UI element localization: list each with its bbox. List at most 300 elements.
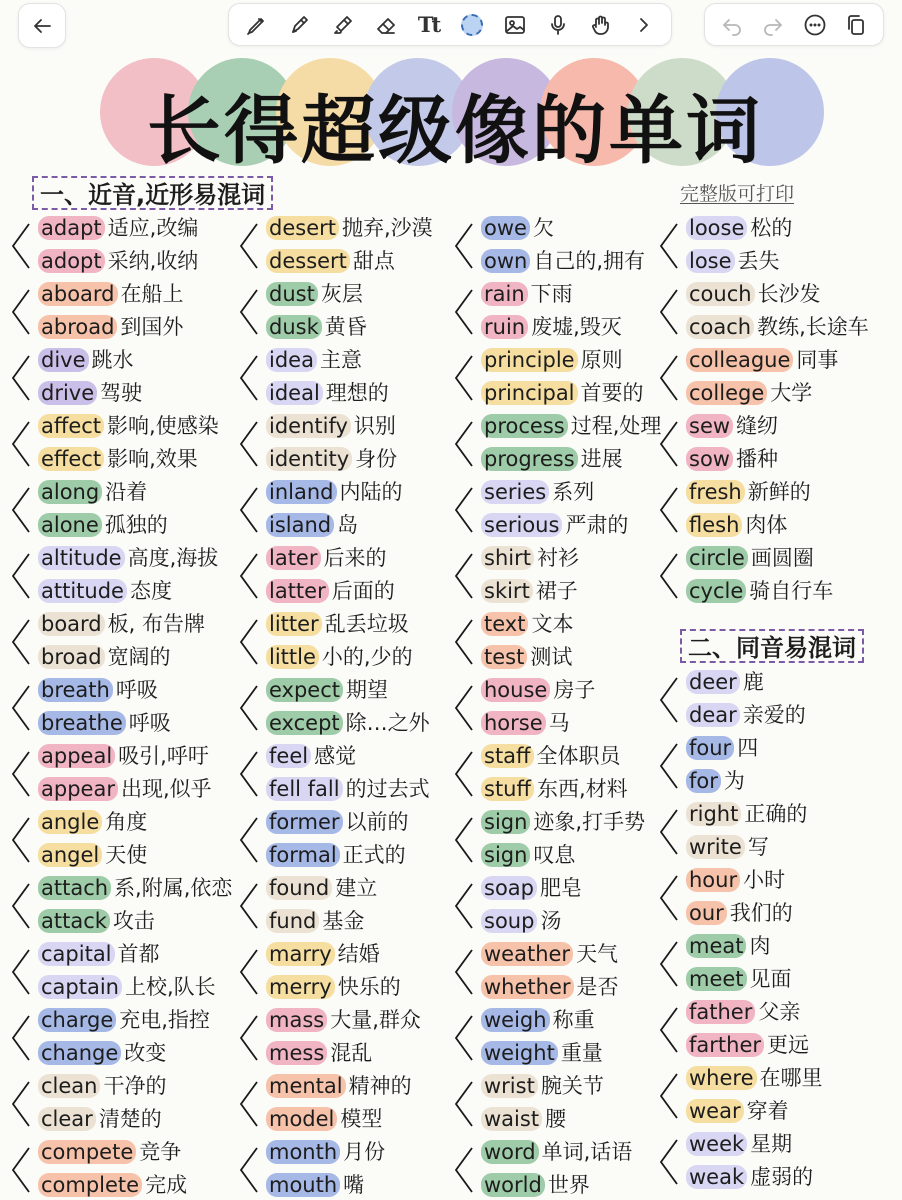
word-pair-item xyxy=(266,644,413,670)
chinese-meaning: 父亲 xyxy=(758,1000,801,1024)
english-word: house xyxy=(481,678,550,702)
word-pair-item xyxy=(686,314,869,340)
chinese-meaning: 到国外 xyxy=(120,315,184,339)
word-pair-item xyxy=(481,611,573,637)
chinese-meaning: 肉体 xyxy=(745,513,788,537)
pair-bracket-icon xyxy=(453,221,475,271)
chinese-meaning: 同事 xyxy=(796,348,839,372)
word-pair-item xyxy=(686,933,770,959)
pair-bracket-icon xyxy=(453,551,475,601)
chinese-meaning: 后面的 xyxy=(331,579,395,603)
microphone-icon[interactable] xyxy=(543,10,573,40)
chinese-meaning: 欠 xyxy=(532,216,554,240)
chinese-meaning: 在哪里 xyxy=(759,1066,823,1090)
pair-bracket-icon xyxy=(453,617,475,667)
chinese-meaning: 原则 xyxy=(580,348,623,372)
word-pair-item xyxy=(686,900,793,926)
english-word: fund xyxy=(266,909,319,933)
chinese-meaning: 我们的 xyxy=(729,901,793,925)
chinese-meaning: 东西,材料 xyxy=(536,777,628,801)
english-word: effect xyxy=(38,447,104,471)
pair-bracket-icon xyxy=(10,947,32,997)
pair-bracket-icon xyxy=(658,741,680,791)
pair-bracket-icon xyxy=(10,749,32,799)
english-word: drive xyxy=(38,381,97,405)
chinese-meaning: 攻击 xyxy=(112,909,155,933)
chinese-meaning: 适应,改编 xyxy=(107,216,199,240)
word-pair-item xyxy=(38,809,147,835)
english-word: wear xyxy=(686,1099,744,1123)
english-word: dive xyxy=(38,348,89,372)
word-pair-item xyxy=(266,908,364,934)
word-pair-item xyxy=(266,776,430,802)
chinese-meaning: 后来的 xyxy=(323,546,387,570)
highlighter-icon[interactable] xyxy=(328,10,358,40)
word-pair-item xyxy=(686,413,778,439)
chinese-meaning: 上校,队长 xyxy=(125,975,216,999)
english-word: angle xyxy=(38,810,102,834)
word-pair-item xyxy=(38,776,212,802)
chinese-meaning: 教练,长途车 xyxy=(757,315,869,339)
pair-bracket-icon xyxy=(238,815,260,865)
image-icon[interactable] xyxy=(500,10,530,40)
english-word: shirt xyxy=(481,546,534,570)
pair-bracket-icon xyxy=(658,807,680,857)
chinese-meaning: 画圆圈 xyxy=(750,546,814,570)
pair-bracket-icon xyxy=(10,683,32,733)
chinese-meaning: 高度,海拔 xyxy=(127,546,219,570)
english-word: capital xyxy=(38,942,115,966)
pair-bracket-icon xyxy=(658,353,680,403)
title-banner xyxy=(100,58,810,174)
hand-icon[interactable] xyxy=(586,10,616,40)
word-pair-item xyxy=(481,1073,604,1099)
english-word: clear xyxy=(38,1107,96,1131)
english-word: world xyxy=(481,1173,545,1197)
chinese-meaning: 单词,话语 xyxy=(541,1140,633,1164)
chinese-meaning: 文本 xyxy=(531,612,574,636)
english-word: for xyxy=(686,769,721,793)
pair-bracket-icon xyxy=(453,683,475,733)
english-word: sew xyxy=(686,414,733,438)
lasso-icon[interactable] xyxy=(457,10,487,40)
chinese-meaning: 板, 布告牌 xyxy=(107,612,206,636)
chinese-meaning: 孤独的 xyxy=(104,513,168,537)
chinese-meaning: 完成 xyxy=(145,1173,188,1197)
chinese-meaning: 正确的 xyxy=(744,802,808,826)
word-pair-item xyxy=(266,1106,382,1132)
word-pair-item xyxy=(686,999,800,1025)
word-pair-item xyxy=(38,677,158,703)
chinese-meaning: 呼吸 xyxy=(128,711,171,735)
word-pair-item xyxy=(686,1065,823,1091)
word-pair-item xyxy=(266,710,430,736)
chinese-meaning: 影响,效果 xyxy=(107,447,198,471)
pair-bracket-icon xyxy=(238,683,260,733)
english-word: breathe xyxy=(38,711,126,735)
chinese-meaning: 驾驶 xyxy=(100,381,143,405)
word-pair-item xyxy=(266,941,380,967)
english-word: ruin xyxy=(481,315,528,339)
back-button[interactable] xyxy=(18,3,66,48)
word-pair-item xyxy=(481,644,572,670)
pair-bracket-icon xyxy=(453,287,475,337)
word-pair-item xyxy=(38,215,198,241)
english-word: wrist xyxy=(481,1074,538,1098)
word-pair-item xyxy=(38,1040,166,1066)
english-word: abroad xyxy=(38,315,117,339)
word-pair-item xyxy=(38,974,216,1000)
english-word: latter xyxy=(266,579,329,603)
english-word: altitude xyxy=(38,546,125,570)
english-word: meat xyxy=(686,934,746,958)
word-pair-item xyxy=(481,974,619,1000)
english-word: attack xyxy=(38,909,110,933)
chinese-meaning: 腕关节 xyxy=(540,1074,604,1098)
chinese-meaning: 乱丢垃圾 xyxy=(324,612,409,636)
word-pair-item xyxy=(266,545,387,571)
english-word: principle xyxy=(481,348,578,372)
english-word: identity xyxy=(266,447,352,471)
more-icon[interactable] xyxy=(800,10,830,40)
pair-bracket-icon xyxy=(238,749,260,799)
word-pair-item xyxy=(266,314,367,340)
chinese-meaning: 结婚 xyxy=(337,942,380,966)
text-icon[interactable]: Tt xyxy=(417,12,440,37)
english-word: formal xyxy=(266,843,340,867)
word-pair-item xyxy=(481,908,561,934)
word-pair-item xyxy=(266,1073,412,1099)
pair-bracket-icon xyxy=(238,353,260,403)
chinese-meaning: 马 xyxy=(548,711,570,735)
word-pair-item xyxy=(38,644,171,670)
chinese-meaning: 宽阔的 xyxy=(107,645,171,669)
word-pair-item xyxy=(481,1106,566,1132)
english-word: litter xyxy=(266,612,322,636)
english-word: compete xyxy=(38,1140,136,1164)
english-word: along xyxy=(38,480,102,504)
english-word: idea xyxy=(266,348,317,372)
english-word: circle xyxy=(686,546,748,570)
english-word: principal xyxy=(481,381,578,405)
chinese-meaning: 肥皂 xyxy=(540,876,582,900)
english-word: breath xyxy=(38,678,113,702)
pair-bracket-icon xyxy=(238,947,260,997)
word-pair-item xyxy=(38,380,142,406)
english-word: stuff xyxy=(481,777,534,801)
chinese-meaning: 角度 xyxy=(105,810,148,834)
word-pair-item xyxy=(481,479,594,505)
chinese-meaning: 跳水 xyxy=(91,348,134,372)
chinese-meaning: 衬衫 xyxy=(536,546,579,570)
english-word: series xyxy=(481,480,549,504)
word-pair-item xyxy=(686,735,758,761)
pen-icon[interactable] xyxy=(242,10,272,40)
english-word: week xyxy=(686,1132,747,1156)
english-word: cycle xyxy=(686,579,746,603)
english-word: marry xyxy=(266,942,335,966)
english-word: weak xyxy=(686,1165,747,1189)
chinese-meaning: 正式的 xyxy=(342,843,406,867)
chinese-meaning: 干净的 xyxy=(103,1074,167,1098)
word-pair-item xyxy=(481,776,628,802)
pencil-icon[interactable] xyxy=(285,10,315,40)
word-pair-item xyxy=(38,578,172,604)
section-heading-near-sound: 一、近音,近形易混词 xyxy=(32,176,273,210)
chinese-meaning: 迹象,打手势 xyxy=(533,810,646,834)
word-pair-item xyxy=(481,215,554,241)
word-pair-item xyxy=(481,578,578,604)
english-word: former xyxy=(266,810,343,834)
chinese-meaning: 废墟,毁灭 xyxy=(531,315,622,339)
pair-bracket-icon xyxy=(238,881,260,931)
english-word: complete xyxy=(38,1173,142,1197)
pair-bracket-icon xyxy=(453,1013,475,1063)
english-word: where xyxy=(686,1066,757,1090)
word-pair-item xyxy=(481,380,644,406)
pair-bracket-icon xyxy=(10,1013,32,1063)
english-word: flesh xyxy=(686,513,742,537)
word-pair-item xyxy=(38,512,168,538)
word-pair-item xyxy=(686,768,745,794)
pair-bracket-icon xyxy=(658,287,680,337)
pair-bracket-icon xyxy=(238,221,260,271)
english-word: progress xyxy=(481,447,578,471)
word-pair-item xyxy=(481,1139,632,1165)
chinese-meaning: 严肃的 xyxy=(565,513,629,537)
word-pair-item xyxy=(266,1007,421,1033)
english-word: farther xyxy=(686,1033,764,1057)
word-pair-item xyxy=(266,974,401,1000)
chinese-meaning: 期望 xyxy=(346,678,389,702)
word-pair-item xyxy=(481,413,661,439)
chinese-meaning: 新鲜的 xyxy=(747,480,811,504)
word-pair-item xyxy=(686,248,780,274)
english-word: little xyxy=(266,645,319,669)
pair-bracket-icon xyxy=(658,1005,680,1055)
english-word: inland xyxy=(266,480,337,504)
english-word: merry xyxy=(266,975,335,999)
word-pair-item xyxy=(481,281,573,307)
word-pair-item xyxy=(266,578,395,604)
chevron-right-icon[interactable] xyxy=(629,10,659,40)
english-word: fell fall xyxy=(266,777,343,801)
pair-bracket-icon xyxy=(10,881,32,931)
chinese-meaning: 下雨 xyxy=(530,282,573,306)
section-heading-homophones: 二、同音易混词 xyxy=(680,629,864,663)
chinese-meaning: 天使 xyxy=(105,843,148,867)
pair-bracket-icon xyxy=(10,485,32,535)
english-word: college xyxy=(686,381,767,405)
chinese-meaning: 亲爱的 xyxy=(742,703,806,727)
word-pair-item xyxy=(266,413,396,439)
english-word: weight xyxy=(481,1041,558,1065)
eraser-icon[interactable] xyxy=(371,10,401,40)
english-word: serious xyxy=(481,513,562,537)
pair-bracket-icon xyxy=(238,485,260,535)
word-pair-item xyxy=(266,1139,385,1165)
english-word: our xyxy=(686,901,727,925)
english-word: couch xyxy=(686,282,755,306)
english-word: right xyxy=(686,802,741,826)
redo-icon[interactable] xyxy=(758,10,788,40)
word-pair-item xyxy=(481,842,575,868)
word-pair-item xyxy=(266,1172,364,1198)
chinese-meaning: 影响,使感染 xyxy=(107,414,219,438)
word-pair-item xyxy=(686,867,785,893)
word-pair-item xyxy=(686,1164,813,1190)
word-pair-item xyxy=(481,1040,603,1066)
pair-bracket-icon xyxy=(453,881,475,931)
chinese-meaning: 为 xyxy=(723,769,745,793)
chinese-meaning: 鹿 xyxy=(742,670,764,694)
english-word: waist xyxy=(481,1107,542,1131)
english-word: colleague xyxy=(686,348,793,372)
chinese-meaning: 灰层 xyxy=(320,282,363,306)
chinese-meaning: 长沙发 xyxy=(757,282,821,306)
english-word: angel xyxy=(38,843,102,867)
chinese-meaning: 播种 xyxy=(735,447,778,471)
english-word: broad xyxy=(38,645,105,669)
english-word: meet xyxy=(686,967,747,991)
english-word: own xyxy=(481,249,530,273)
word-pair-item xyxy=(686,1098,789,1124)
pair-bracket-icon xyxy=(453,485,475,535)
word-pair-item xyxy=(481,248,645,274)
word-pair-item xyxy=(266,842,406,868)
word-pair-item xyxy=(686,1032,809,1058)
pair-bracket-icon xyxy=(10,551,32,601)
english-word: rain xyxy=(481,282,528,306)
english-word: staff xyxy=(481,744,534,768)
pair-bracket-icon xyxy=(453,1145,475,1195)
chinese-meaning: 身份 xyxy=(355,447,398,471)
chinese-meaning: 腰 xyxy=(545,1107,567,1131)
word-pair-item xyxy=(266,479,403,505)
english-word: father xyxy=(686,1000,755,1024)
english-word: word xyxy=(481,1140,539,1164)
english-word: loose xyxy=(686,216,747,240)
pair-bracket-icon xyxy=(658,675,680,725)
pair-bracket-icon xyxy=(10,1079,32,1129)
word-pair-item xyxy=(38,479,147,505)
word-pair-item xyxy=(266,512,358,538)
word-pair-item xyxy=(266,347,362,373)
english-word: attitude xyxy=(38,579,127,603)
word-pair-item xyxy=(481,446,623,472)
english-word: coach xyxy=(686,315,754,339)
word-pair-item xyxy=(481,809,645,835)
chinese-meaning: 自己的,拥有 xyxy=(533,249,646,273)
word-pair-item xyxy=(38,743,209,769)
chinese-meaning: 汤 xyxy=(540,909,562,933)
chinese-meaning: 嘴 xyxy=(343,1173,365,1197)
pair-bracket-icon xyxy=(10,419,32,469)
chinese-meaning: 模型 xyxy=(340,1107,383,1131)
pair-bracket-icon xyxy=(10,221,32,271)
pair-bracket-icon xyxy=(658,221,680,271)
word-pair-item xyxy=(266,743,356,769)
english-word: dessert xyxy=(266,249,350,273)
copy-icon[interactable] xyxy=(841,10,871,40)
word-pair-item xyxy=(38,710,171,736)
english-word: feel xyxy=(266,744,311,768)
pair-bracket-icon xyxy=(658,485,680,535)
word-pair-item xyxy=(38,248,198,274)
word-pair-item xyxy=(686,446,778,472)
word-pair-item xyxy=(38,842,147,868)
english-word: hour xyxy=(686,868,740,892)
word-pair-item xyxy=(481,875,582,901)
chinese-meaning: 房子 xyxy=(553,678,596,702)
word-pair-item xyxy=(38,1106,162,1132)
chinese-meaning: 充电,指控 xyxy=(119,1008,210,1032)
english-word: appeal xyxy=(38,744,115,768)
english-word: dear xyxy=(686,703,740,727)
chinese-meaning: 进展 xyxy=(580,447,623,471)
word-pair-item xyxy=(38,1073,166,1099)
word-pair-item xyxy=(266,1040,372,1066)
chinese-meaning: 岛 xyxy=(337,513,359,537)
chinese-meaning: 快乐的 xyxy=(337,975,401,999)
english-word: captain xyxy=(38,975,122,999)
undo-icon[interactable] xyxy=(717,10,747,40)
english-word: clean xyxy=(38,1074,100,1098)
english-word: fresh xyxy=(686,480,745,504)
pair-bracket-icon xyxy=(658,1071,680,1121)
chinese-meaning: 出现,似乎 xyxy=(120,777,212,801)
word-pair-item xyxy=(38,545,218,571)
english-word: model xyxy=(266,1107,337,1131)
chinese-meaning: 识别 xyxy=(353,414,396,438)
chinese-meaning: 骑自行车 xyxy=(749,579,834,603)
word-pair-item xyxy=(266,380,389,406)
word-pair-item xyxy=(686,834,769,860)
chinese-meaning: 穿着 xyxy=(746,1099,789,1123)
word-pair-item xyxy=(38,413,219,439)
chinese-meaning: 大学 xyxy=(770,381,813,405)
pair-bracket-icon xyxy=(453,419,475,469)
chinese-meaning: 月份 xyxy=(343,1140,386,1164)
word-pair-item xyxy=(38,347,134,373)
word-pair-item xyxy=(481,1172,590,1198)
chinese-meaning: 四 xyxy=(737,736,759,760)
word-pair-item xyxy=(481,1007,595,1033)
word-pair-item xyxy=(38,611,205,637)
chinese-meaning: 更远 xyxy=(767,1033,809,1057)
english-word: test xyxy=(481,645,527,669)
english-word: desert xyxy=(266,216,339,240)
chinese-meaning: 写 xyxy=(747,835,769,859)
pair-bracket-icon xyxy=(453,749,475,799)
english-word: found xyxy=(266,876,332,900)
pair-bracket-icon xyxy=(658,419,680,469)
english-word: weigh xyxy=(481,1008,550,1032)
chinese-meaning: 大量,群众 xyxy=(330,1008,421,1032)
chinese-meaning: 松的 xyxy=(750,216,793,240)
pair-bracket-icon xyxy=(453,947,475,997)
english-word: mass xyxy=(266,1008,327,1032)
english-word: alone xyxy=(38,513,102,537)
word-pair-item xyxy=(686,669,764,695)
english-word: weather xyxy=(481,942,573,966)
english-word: sign xyxy=(481,810,530,834)
chinese-meaning: 清楚的 xyxy=(98,1107,162,1131)
pair-bracket-icon xyxy=(10,815,32,865)
english-word: adapt xyxy=(38,216,105,240)
pair-bracket-icon xyxy=(10,617,32,667)
chinese-meaning: 抛弃,沙漠 xyxy=(341,216,433,240)
